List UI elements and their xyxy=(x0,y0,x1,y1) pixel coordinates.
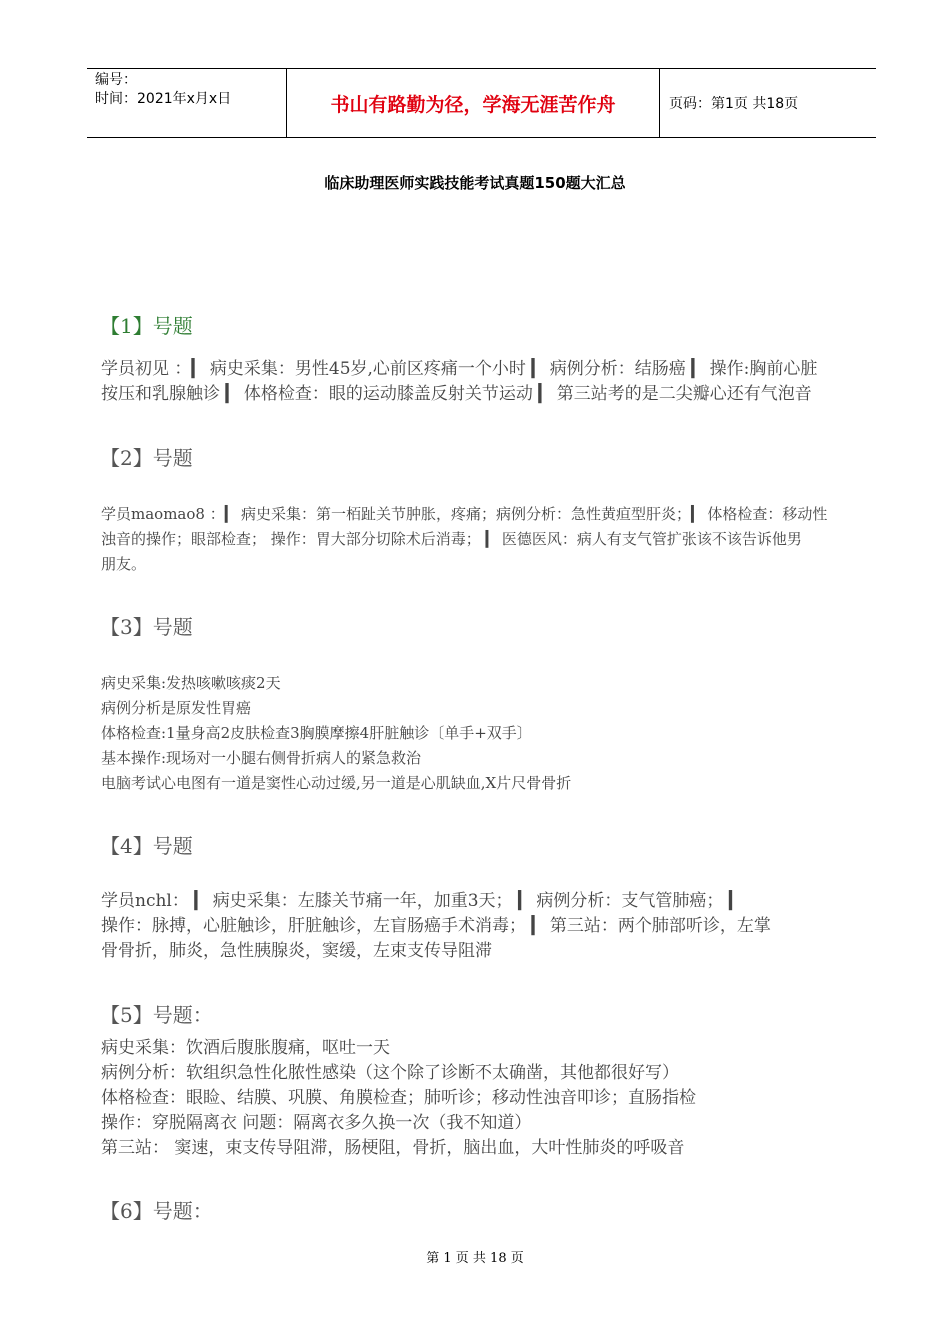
question-4-line-2: 操作：脉搏，心脏触诊，肝脏触诊，左盲肠癌手术消毒； ▎ 第三站：两个肺部听诊，左掌 xyxy=(101,916,771,936)
question-4-line-3: 骨骨折，肺炎，急性胰腺炎，窦缓，左束支传导阻滞 xyxy=(101,941,492,961)
question-2-line-3: 朋友。 xyxy=(101,555,147,573)
question-3-body xyxy=(101,671,861,796)
question-1-line-2: 按压和乳腺触诊 ▎ 体格检查：眼的运动膝盖反射关节运动 ▎ 第三站考的是二尖瓣心还有气泡音 xyxy=(101,384,812,404)
question-2-line-1: 学员maomao8 ：▎ 病史采集：第一栢趾关节肿胀，疼痛；病例分析：急性黄疸型肝炎；▎ 体格检查：移动性 xyxy=(101,505,828,523)
page-footer: 第 1 页 共 18 页 xyxy=(426,1251,524,1266)
question-2-line-2: 浊音的操作；眼部检查； 操作：胃大部分切除术后消毒； ▎ 医德医风：病人有支气管扩张该不该告诉他男 xyxy=(101,530,802,548)
question-1-body xyxy=(101,357,861,407)
question-4-heading: 【4】号题 xyxy=(100,834,193,858)
serial-label: 编号： xyxy=(95,72,137,88)
header-motto: 书山有路勤为径，学海无涯苦作舟 xyxy=(287,69,660,137)
header-page-info: 页码：第1页 共18页 xyxy=(669,96,799,112)
question-5-line-4: 操作：穿脱隔离衣 问题：隔离衣多久换一次（我不知道） xyxy=(101,1113,532,1133)
question-3-line-4: 基本操作:现场对一小腿右侧骨折病人的紧急救治 xyxy=(101,749,422,767)
question-4-body xyxy=(101,889,861,964)
question-1-line-1: 学员初见 ：▎ 病史采集：男性45岁,心前区疼痛一个小时 ▎ 病例分析：结肠癌 ▎ 操作:胸前心脏 xyxy=(101,359,818,379)
question-3-line-3: 体格检查:1量身高2皮肤检查3胸膜摩擦4肝脏触诊〔单手+双手〕 xyxy=(101,724,532,742)
question-5-line-5: 第三站： 窦速，束支传导阻滞，肠梗阻，骨折，脑出血，大叶性肺炎的呼吸音 xyxy=(101,1138,685,1158)
document-title: 临床助理医师实践技能考试真题150题大汇总 xyxy=(324,174,626,192)
question-1-heading: 【1】号题 xyxy=(100,314,193,338)
question-5-line-3: 体格检查：眼睑、结膜、巩膜、角膜检查；肺听诊；移动性浊音叩诊；直肠指检 xyxy=(101,1088,696,1108)
question-6-heading: 【6】号题： xyxy=(100,1199,213,1223)
header-table xyxy=(87,68,876,138)
question-5-line-2: 病例分析：软组织急性化脓性感染（这个除了诊断不太确凿，其他都很好写） xyxy=(101,1063,679,1083)
question-2-heading: 【2】号题 xyxy=(100,446,193,470)
question-2-body xyxy=(101,502,861,577)
header-meta-cell xyxy=(87,69,287,137)
question-3-line-1: 病史采集:发热咳嗽咳痰2天 xyxy=(101,674,281,692)
question-3-line-2: 病例分析是原发性胃癌 xyxy=(101,699,252,717)
question-5-line-1: 病史采集：饮酒后腹胀腹痛，呕吐一天 xyxy=(101,1038,390,1058)
question-3-line-5: 电脑考试心电图有一道是窦性心动过缓,另一道是心肌缺血,X片尺骨骨折 xyxy=(101,774,572,792)
time-label: 时间：2021年x月x日 xyxy=(95,91,232,107)
question-4-line-1: 学员nchl： ▎ 病史采集：左膝关节痛一年，加重3天； ▎ 病例分析：支气管肺癌； ▎ xyxy=(101,891,742,911)
question-5-body xyxy=(101,1036,861,1161)
question-5-heading: 【5】号题： xyxy=(100,1003,213,1027)
question-3-heading: 【3】号题 xyxy=(100,615,193,639)
